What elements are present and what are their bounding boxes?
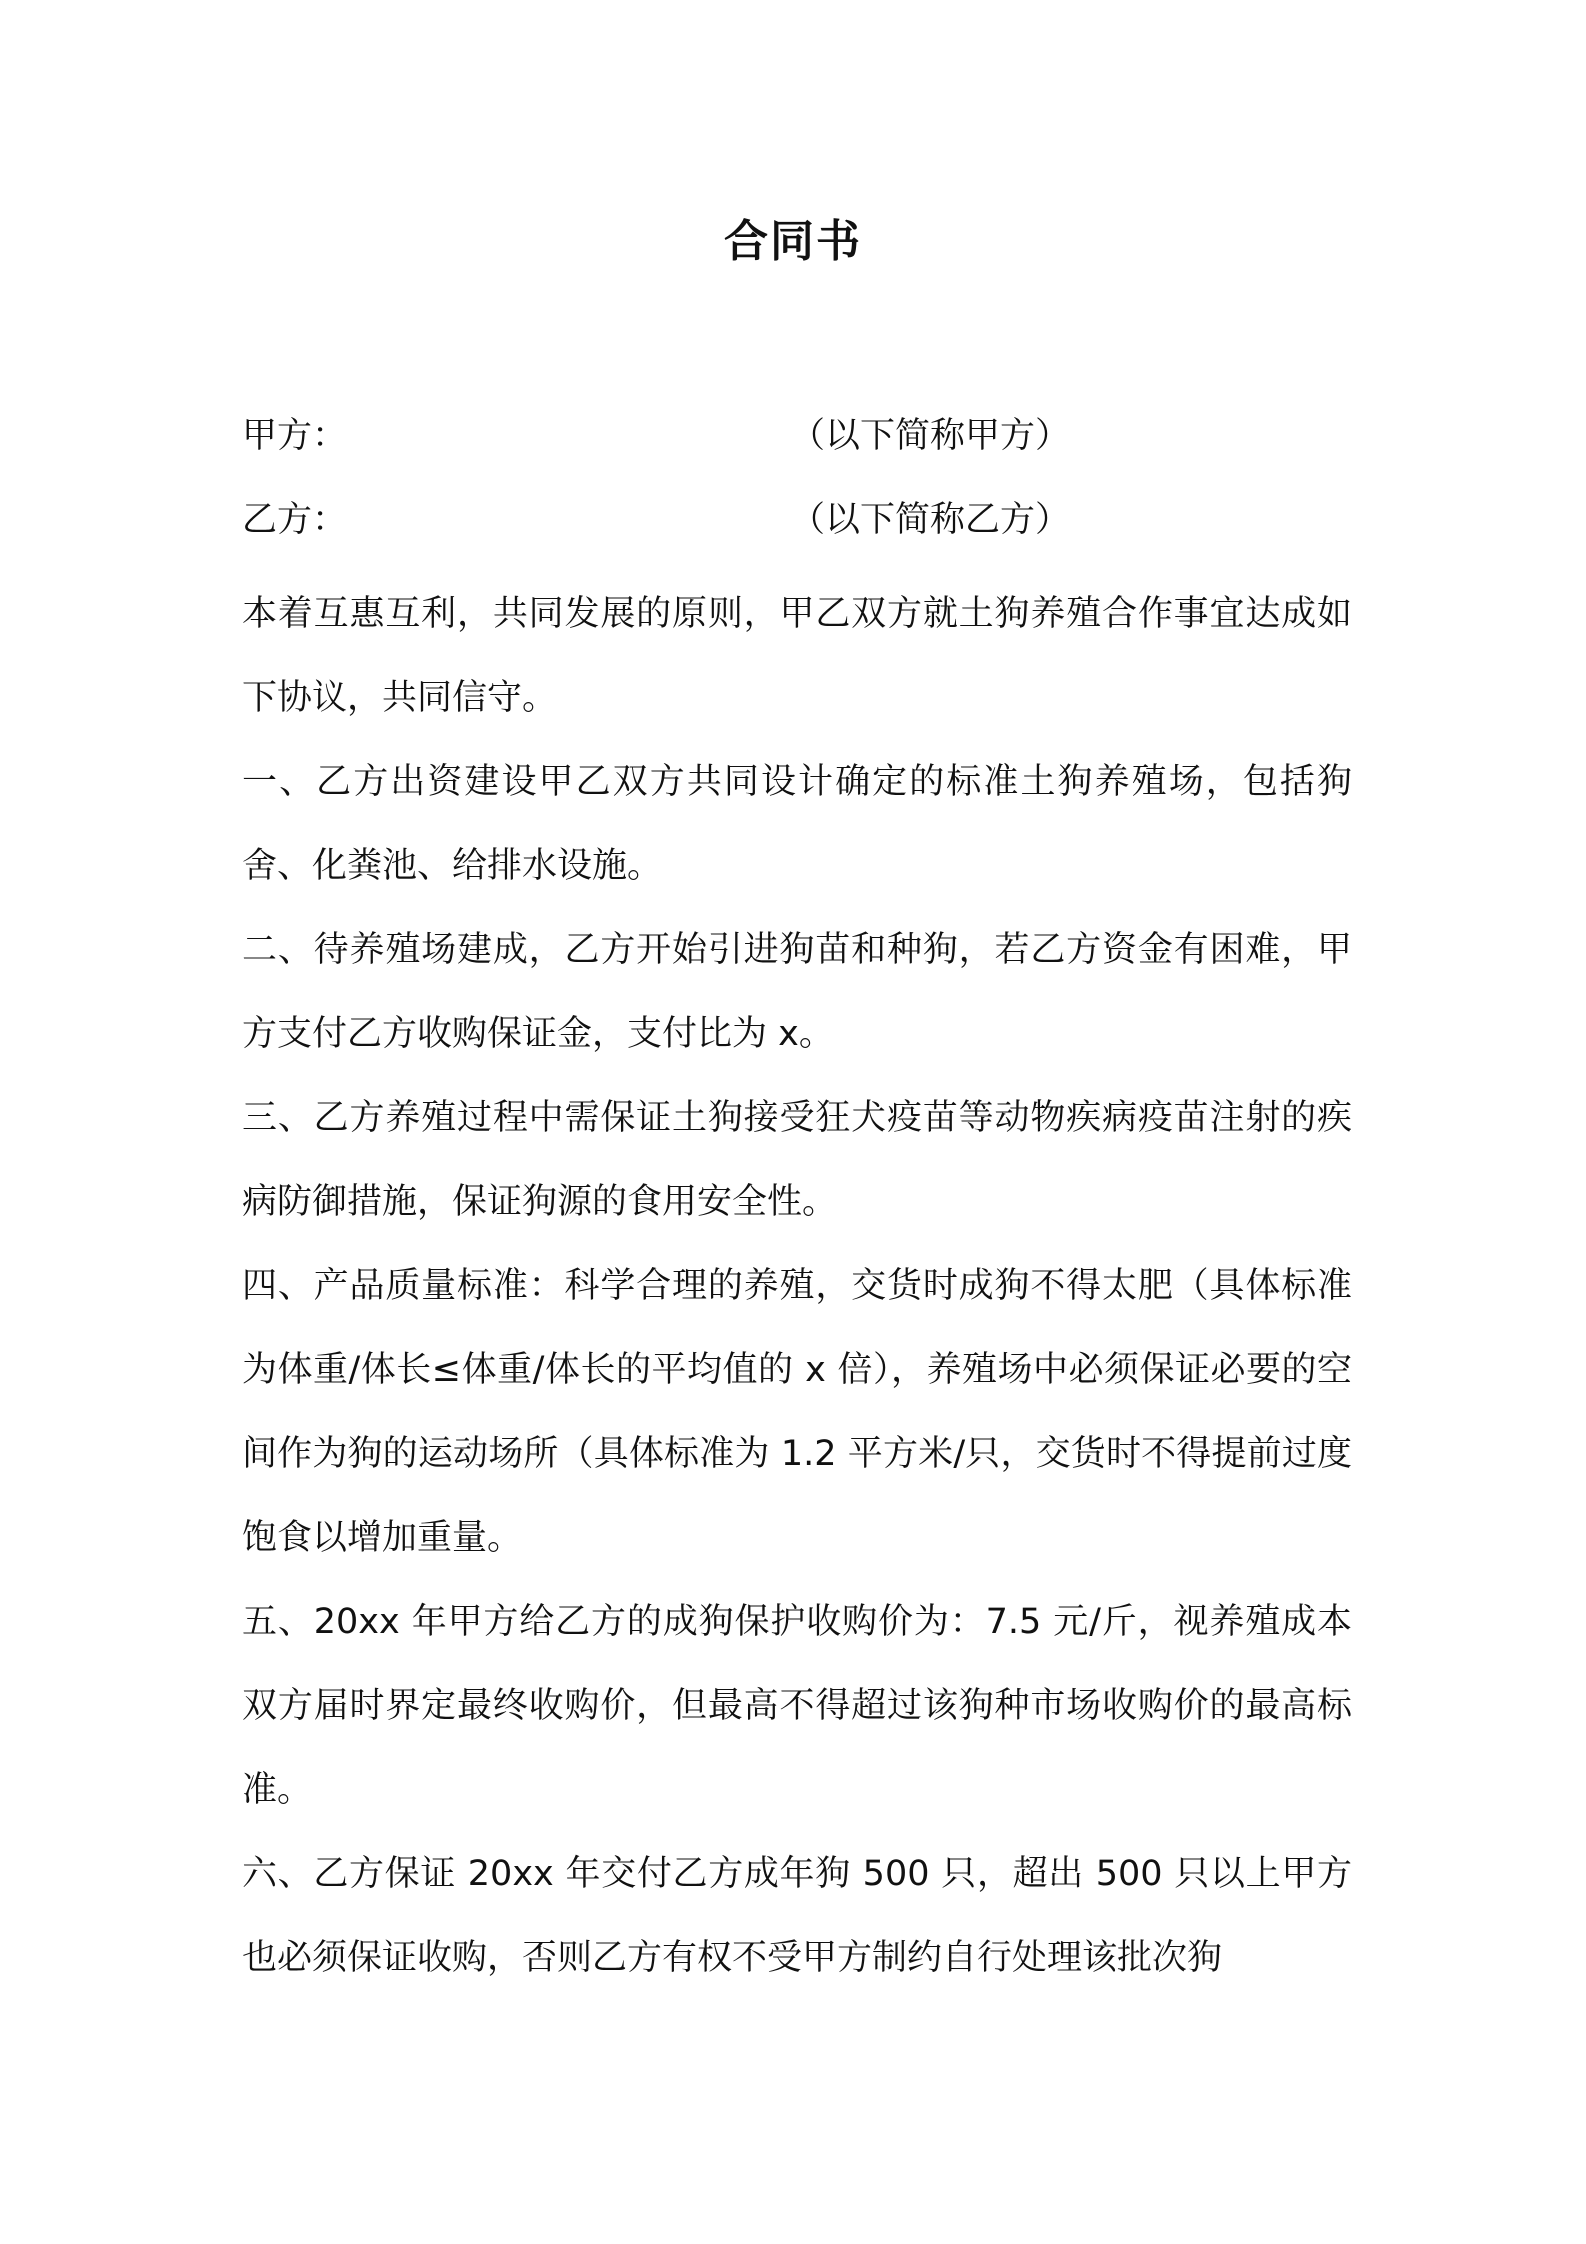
contract-body xyxy=(242,572,1352,2000)
party-b-line xyxy=(242,490,1352,550)
party-a-line xyxy=(242,406,1352,466)
party-b-label: 乙方： xyxy=(242,500,348,540)
clause-5-paragraph: 五、20xx 年甲方给乙方的成狗保护收购价为：7.5 元/斤，视养殖成本双方届时界定最终收购价，但最高不得超过该狗种市场收购价的最高标准。 xyxy=(242,1602,1352,1810)
party-a-label: 甲方： xyxy=(242,416,348,456)
clause-1-paragraph: 一、乙方出资建设甲乙双方共同设计确定的标准土狗养殖场，包括狗舍、化粪池、给排水设施。 xyxy=(242,762,1352,886)
clause-3-paragraph: 三、乙方养殖过程中需保证土狗接受狂犬疫苗等动物疾病疫苗注射的疾病防御措施，保证狗源的食用安全性。 xyxy=(242,1098,1352,1222)
clause-2-paragraph: 二、待养殖场建成，乙方开始引进狗苗和种狗，若乙方资金有困难，甲方支付乙方收购保证金，支付比为 x。 xyxy=(242,930,1352,1054)
party-b-note: （以下简称乙方） xyxy=(790,500,1071,540)
document-title: 合同书 xyxy=(724,216,862,267)
party-a-note: （以下简称甲方） xyxy=(790,416,1071,456)
preamble-paragraph: 本着互惠互利，共同发展的原则，甲乙双方就土狗养殖合作事宜达成如下协议，共同信守。 xyxy=(242,594,1352,718)
clause-6-paragraph: 六、乙方保证 20xx 年交付乙方成年狗 500 只，超出 500 只以上甲方也必须保证收购，否则乙方有权不受甲方制约自行处理该批次狗 xyxy=(242,1854,1352,1978)
clause-4-paragraph: 四、产品质量标准：科学合理的养殖，交货时成狗不得太肥（具体标准为体重/体长≤体重/体长的平均值的 x 倍），养殖场中必须保证必要的空间作为狗的运动场所（具体标准为 1.2 平方米/只，交货时不得提前过度饱食以增加重量。 xyxy=(242,1266,1352,1558)
